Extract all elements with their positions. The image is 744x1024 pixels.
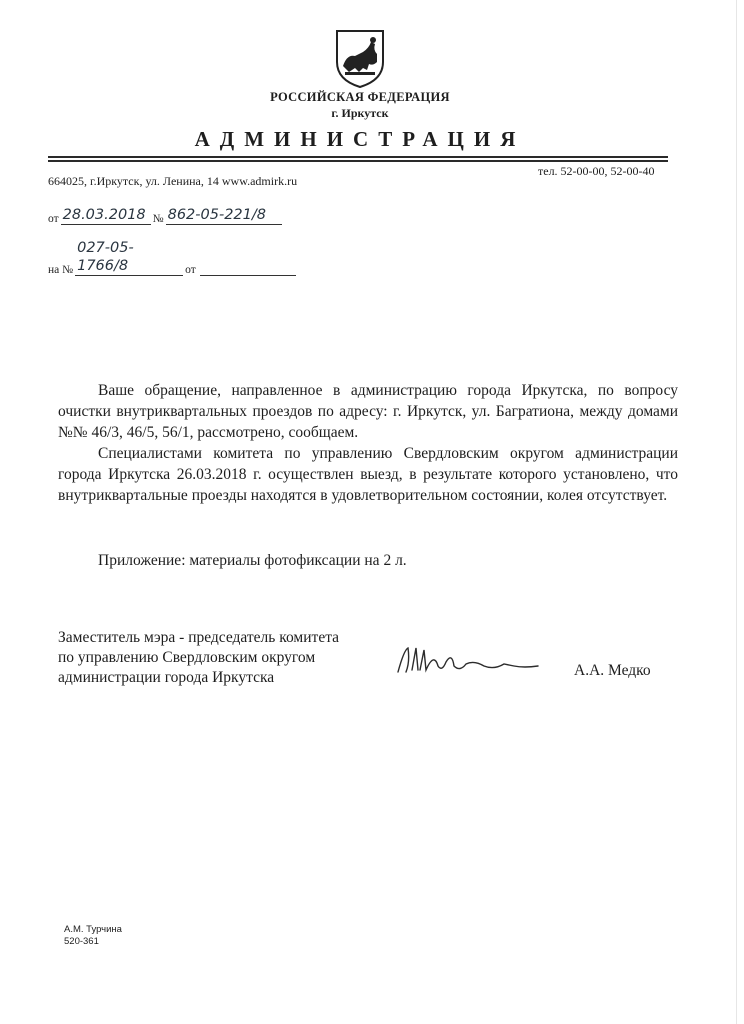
number-label: № <box>152 213 164 225</box>
incoming-reference <box>48 239 296 276</box>
organization-address: 664025, г.Иркутск, ул. Ленина, 14 www.admirk.ru <box>48 174 298 188</box>
attachment-note: Приложение: материалы фотофиксации на 2 л. <box>98 552 407 569</box>
body-paragraph: Специалистами комитета по управлению Свердловским округом администрации города Иркутска 26.03.2018 г. осуществлен выезд, в результате которого установлено, что внутриквартальные проезды находятся в удовлетворительном состоянии, колея отсутствует. <box>58 445 678 504</box>
position-line: Заместитель мэра - председатель комитета <box>58 629 340 646</box>
executor-info <box>64 924 122 948</box>
signer-position <box>58 628 339 688</box>
position-line: администрации города Иркутска <box>58 669 275 686</box>
position-line: по управлению Свердловским округом <box>58 649 316 666</box>
reference-date-blank <box>200 261 296 276</box>
irkutsk-coat-of-arms-icon <box>333 28 387 90</box>
organization-phone: тел. 52-00-00, 52-00-40 <box>538 164 655 178</box>
country-name: РОССИЙСКАЯ ФЕДЕРАЦИЯ <box>270 90 450 104</box>
handwritten-signature <box>394 642 554 682</box>
executor-phone: 520-361 <box>64 936 99 947</box>
from-label: от <box>48 213 59 225</box>
page-edge <box>736 0 737 1024</box>
executor-name: А.М. Турчина <box>64 924 122 935</box>
letter-number: 862-05-221/8 <box>166 206 282 225</box>
reference-label: на № <box>48 264 74 276</box>
reference-number: 027-05-1766/8 <box>75 239 183 276</box>
city-name: г. Иркутск <box>331 106 389 120</box>
outgoing-registration <box>48 206 284 225</box>
letter-date: 28.03.2018 <box>61 206 151 225</box>
letter-body <box>58 380 678 506</box>
reference-from-label: от <box>185 264 196 276</box>
body-paragraph: Ваше обращение, направленное в администрацию города Иркутска, по вопросу очистки внутриквартальных проездов по адресу: г. Иркутск, ул. Багратиона, между домами №№ 46/3, 46/5, 56/1, рассмотрено, сообщаем. <box>58 382 678 441</box>
organization-title: АДМИНИСТРАЦИЯ <box>194 127 526 151</box>
signer-name: А.А. Медко <box>574 662 651 679</box>
